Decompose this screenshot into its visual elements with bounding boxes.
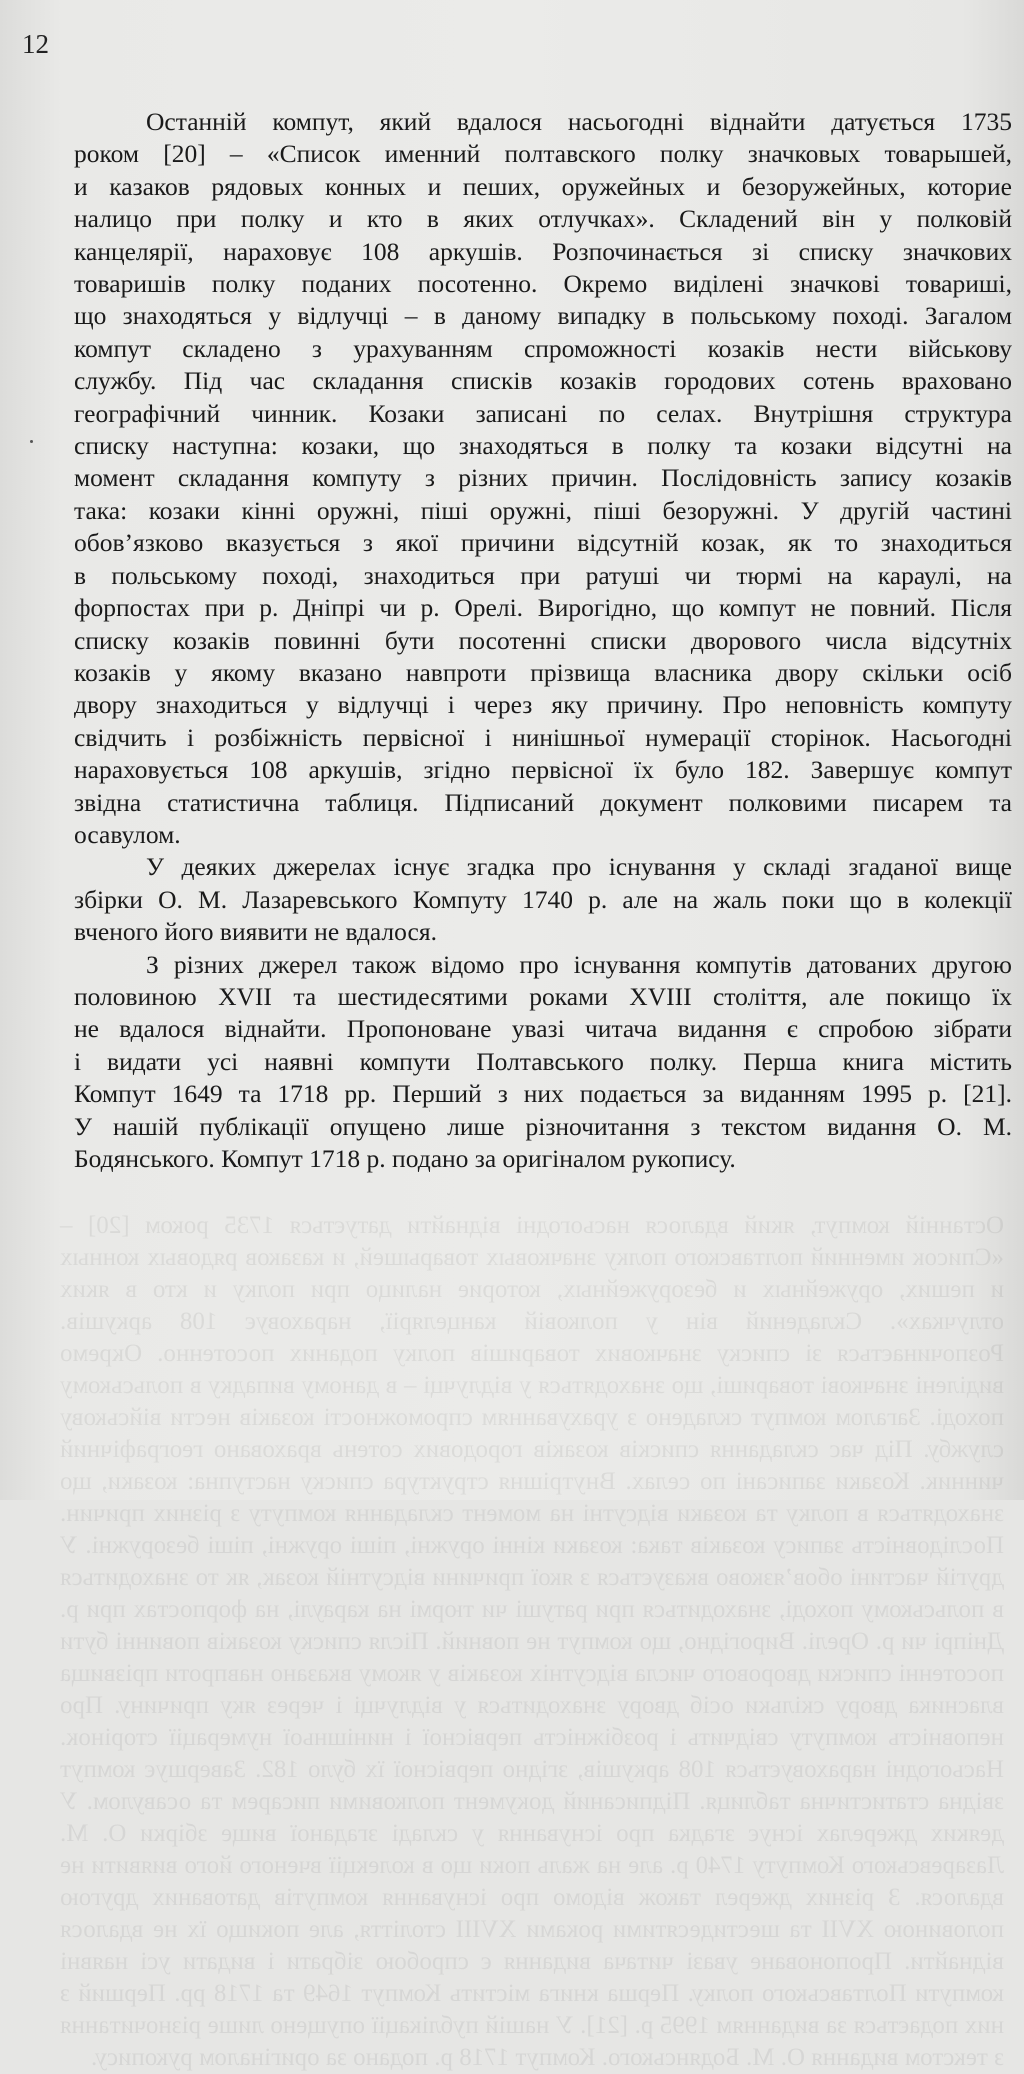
page-number: 12: [22, 29, 49, 59]
paragraph-3: [74, 949, 1012, 1176]
text-line: Останній компут, який вдалося насьогодні віднайти датується 1735: [146, 107, 1012, 136]
paragraph-1: [74, 106, 1012, 851]
text-line: вченого його виявити не вдалося.: [74, 917, 437, 947]
text-line: момент складання компуту з різних причин. Послідовність запису козаків: [74, 463, 1012, 493]
text-line: Компут 1649 та 1718 рр. Перший з них подається за виданням 1995 р. [21].: [74, 1079, 1012, 1109]
text-line: не вдалося віднайти. Пропоноване увазі читача видання є спробою зібрати: [74, 1014, 1012, 1044]
text-line: У деяких джерелах існує згадка про існування у складі згаданої вище: [146, 852, 1012, 882]
text-line: списку наступна: козаки, що знаходяться в полку та козаки відсутні на: [74, 431, 1012, 461]
text-line: списку козаків повинні бути посотенні списки дворового числа відсутніх: [74, 625, 1012, 655]
text-line: товаришів полку поданих посотенно. Окремо виділені значкові товариші,: [74, 269, 1012, 299]
text-line: що знаходяться у відлучці – в даному випадку в польському поході. Загалом: [74, 301, 1012, 331]
text-line: нараховується 108 аркушів, згідно первісної їх було 182. Завершує компут: [74, 755, 1012, 785]
text-line: Бодянського. Компут 1718 р. подано за оригіналом рукопису.: [74, 1144, 736, 1173]
paragraph-2: [74, 851, 1012, 948]
text-line: канцелярії, нараховує 108 аркушів. Розпочинається зі списку значкових: [74, 236, 1012, 266]
text-line: компут складено з урахуванням спроможності козаків нести військову: [74, 333, 1012, 363]
text-line: половиною XVII та шестидесятими роками XVIII століття, але покищо їх: [74, 981, 1012, 1011]
text-line: и казаков рядовых конных и пеших, оружейных и безоружейных, которие: [74, 171, 1012, 201]
text-line: в польському поході, знаходиться при ратуші чи тюрмі на караулі, на: [74, 560, 1012, 590]
speck-mark: [30, 440, 33, 443]
text-line: форпостах при р. Дніпрі чи р. Орелі. Вирогідно, що компут не повний. Після: [74, 593, 1012, 623]
text-line: налицо при полку и кто в яких отлучках». Складений він у полковій: [74, 204, 1012, 234]
reverse-side-bleed-through: Останній компут, який вдалося насьогодні віднайти датується 1735 роком [20] – «Список именний полтавского полку значковых товарышей, и казаков рядовых конных и пеших, оружейных и безоружейных, которие налицо при полку и кто в яких отлучках». Складений він у полковій канцелярії, нараховує 108 аркушів. Розпочинається зі списку значкових товаришів полку поданих посотенно. Окремо виділені значкові товариші, що знаходяться у відлучці – в даному випадку в польському поході. Загалом компут складено з урахуванням спроможності козаків нести військову службу. Під час складання списків козаків городових сотень враховано географічний чинник. Козаки записані по селах. Внутрішня структура списку наступна: козаки, що знаходяться в полку та козаки відсутні на момент складання компуту з різних причин. Послідовність запису козаків така: козаки кінні оружні, піші оружні, піші безоружні. У другій частині обов’язково вказується з якої причини відсутній козак, як то знаходиться в польському поході, знаходиться при ратуші чи тюрмі на караулі, на форпостах при р. Дніпрі чи р. Орелі. Вирогідно, що компут не повний. Після списку козаків повинні бути посотенні списки дворового числа відсутніх козаків у якому вказано навпроти прізвища власника двору скільки осіб двору знаходиться у відлучці і через яку причину. Про неповність компуту свідчить і розбіжність первісної і нинішньої нумерації сторінок. Насьогодні нараховується 108 аркушів, згідно первісної їх було 182. Завершує компут звідна статистична таблиця. Підписаний документ полковими писарем та осавулом. У деяких джерелах існує згадка про існування у складі згаданої вище збірки О. М. Лазаревського Компуту 1740 р. але на жаль поки що в колекції вченого його виявити не вдалося. З різних джерел також відомо про існування компутів датованих другою половиною XVII та шестидесятими роками XVIII століття, але покищо їх не вдалося віднайти. Пропоноване увазі читача видання є спробою зібрати і видати усі наявні компути Полтавського полку. Перша книга містить Компут 1649 та 1718 рр. Перший з них подається за виданням 1995 р. [21]. У нашій публікації опущено лише різночитання з текстом видання О. М. Бодянського. Компут 1718 р. подано за оригіналом рукопису.: [60, 1212, 1004, 2071]
text-line: З різних джерел також відомо про існування компутів датованих другою: [146, 949, 1012, 979]
text-line: свідчить і розбіжність первісної і нинішньої нумерації сторінок. Насьогодні: [74, 722, 1012, 752]
text-line: звідна статистична таблиця. Підписаний документ полковими писарем та: [74, 787, 1012, 817]
text-line: козаків у якому вказано навпроти прізвища власника двору скільки осіб: [74, 657, 1012, 687]
text-line: У нашій публікації опущено лише різночитання з текстом видання О. М.: [74, 1111, 1012, 1141]
body-text: [74, 106, 1012, 1175]
text-line: осавулом.: [74, 819, 181, 849]
text-line: роком [20] – «Список именний полтавского полку значковых товарышей,: [74, 139, 1012, 169]
text-line: географічний чинник. Козаки записані по селах. Внутрішня структура: [74, 398, 1012, 428]
text-line: збірки О. М. Лазаревського Компуту 1740 р. але на жаль поки що в колекції: [74, 884, 1012, 914]
text-line: така: козаки кінні оружні, піші оружні, піші безоружні. У другій частині: [74, 495, 1012, 525]
text-line: обов’язково вказується з якої причини відсутній козак, як то знаходиться: [74, 528, 1012, 558]
text-line: і видати усі наявні компути Полтавського полку. Перша книга містить: [74, 1046, 1012, 1076]
text-line: службу. Під час складання списків козаків городових сотень враховано: [74, 366, 1012, 396]
text-line: двору знаходиться у відлучці і через яку причину. Про неповність компуту: [74, 690, 1012, 720]
